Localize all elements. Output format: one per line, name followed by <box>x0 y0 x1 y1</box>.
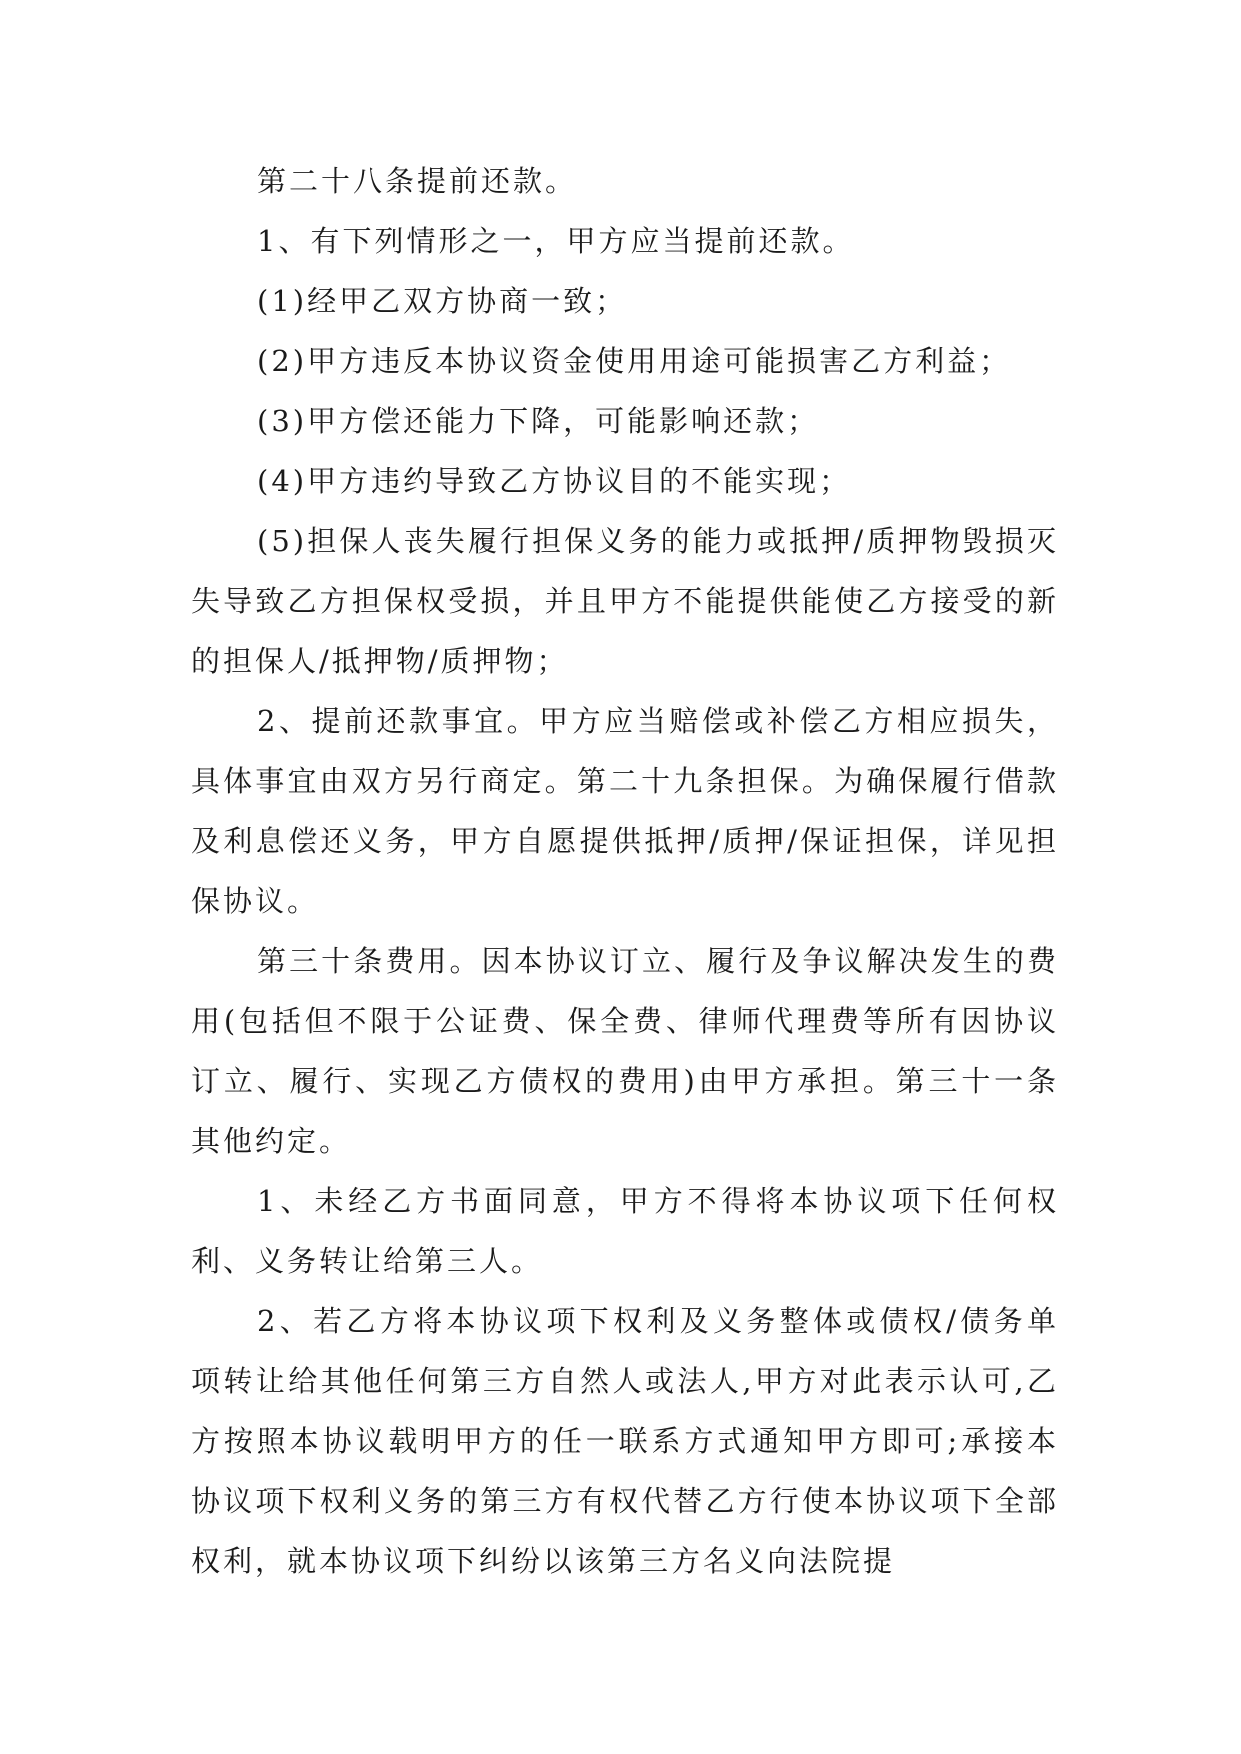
condition-5-paragraph: (5)担保人丧失履行担保义务的能力或抵押/质押物毁损灭失导致乙方担保权受损，并且甲方不能提供能使乙方接受的新的担保人/抵押物/质押物； <box>191 524 1059 678</box>
document-body <box>191 151 1059 1591</box>
clause-2-paragraph: 2、提前还款事宜。甲方应当赔偿或补偿乙方相应损失，具体事宜由双方另行商定。第二十九条担保。为确保履行借款及利息偿还义务，甲方自愿提供抵押/质押/保证担保，详见担保协议。 <box>191 704 1059 918</box>
clause-1-paragraph: 1、有下列情形之一，甲方应当提前还款。 <box>257 224 855 258</box>
article-28-heading: 第二十八条提前还款。 <box>257 164 578 198</box>
other-clause-1-paragraph: 1、未经乙方书面同意，甲方不得将本协议项下任何权利、义务转让给第三人。 <box>191 1184 1059 1278</box>
condition-3-paragraph: (3)甲方偿还能力下降，可能影响还款； <box>257 404 820 438</box>
article-30-paragraph: 第三十条费用。因本协议订立、履行及争议解决发生的费用(包括但不限于公证费、保全费、律师代理费等所有因协议订立、履行、实现乙方债权的费用)由甲方承担。第三十一条其他约定。 <box>191 944 1059 1158</box>
other-clause-2-paragraph: 2、若乙方将本协议项下权利及义务整体或债权/债务单项转让给其他任何第三方自然人或法人,甲方对此表示认可,乙方按照本协议载明甲方的任一联系方式通知甲方即可;承接本协议项下权利义务的第三方有权代替乙方行使本协议项下全部权利，就本协议项下纠纷以该第三方名义向法院提 <box>191 1304 1059 1578</box>
condition-2-paragraph: (2)甲方违反本协议资金使用用途可能损害乙方利益； <box>257 344 1012 378</box>
condition-1-paragraph: (1)经甲乙双方协商一致； <box>257 284 628 318</box>
condition-4-paragraph: (4)甲方违约导致乙方协议目的不能实现； <box>257 464 852 498</box>
